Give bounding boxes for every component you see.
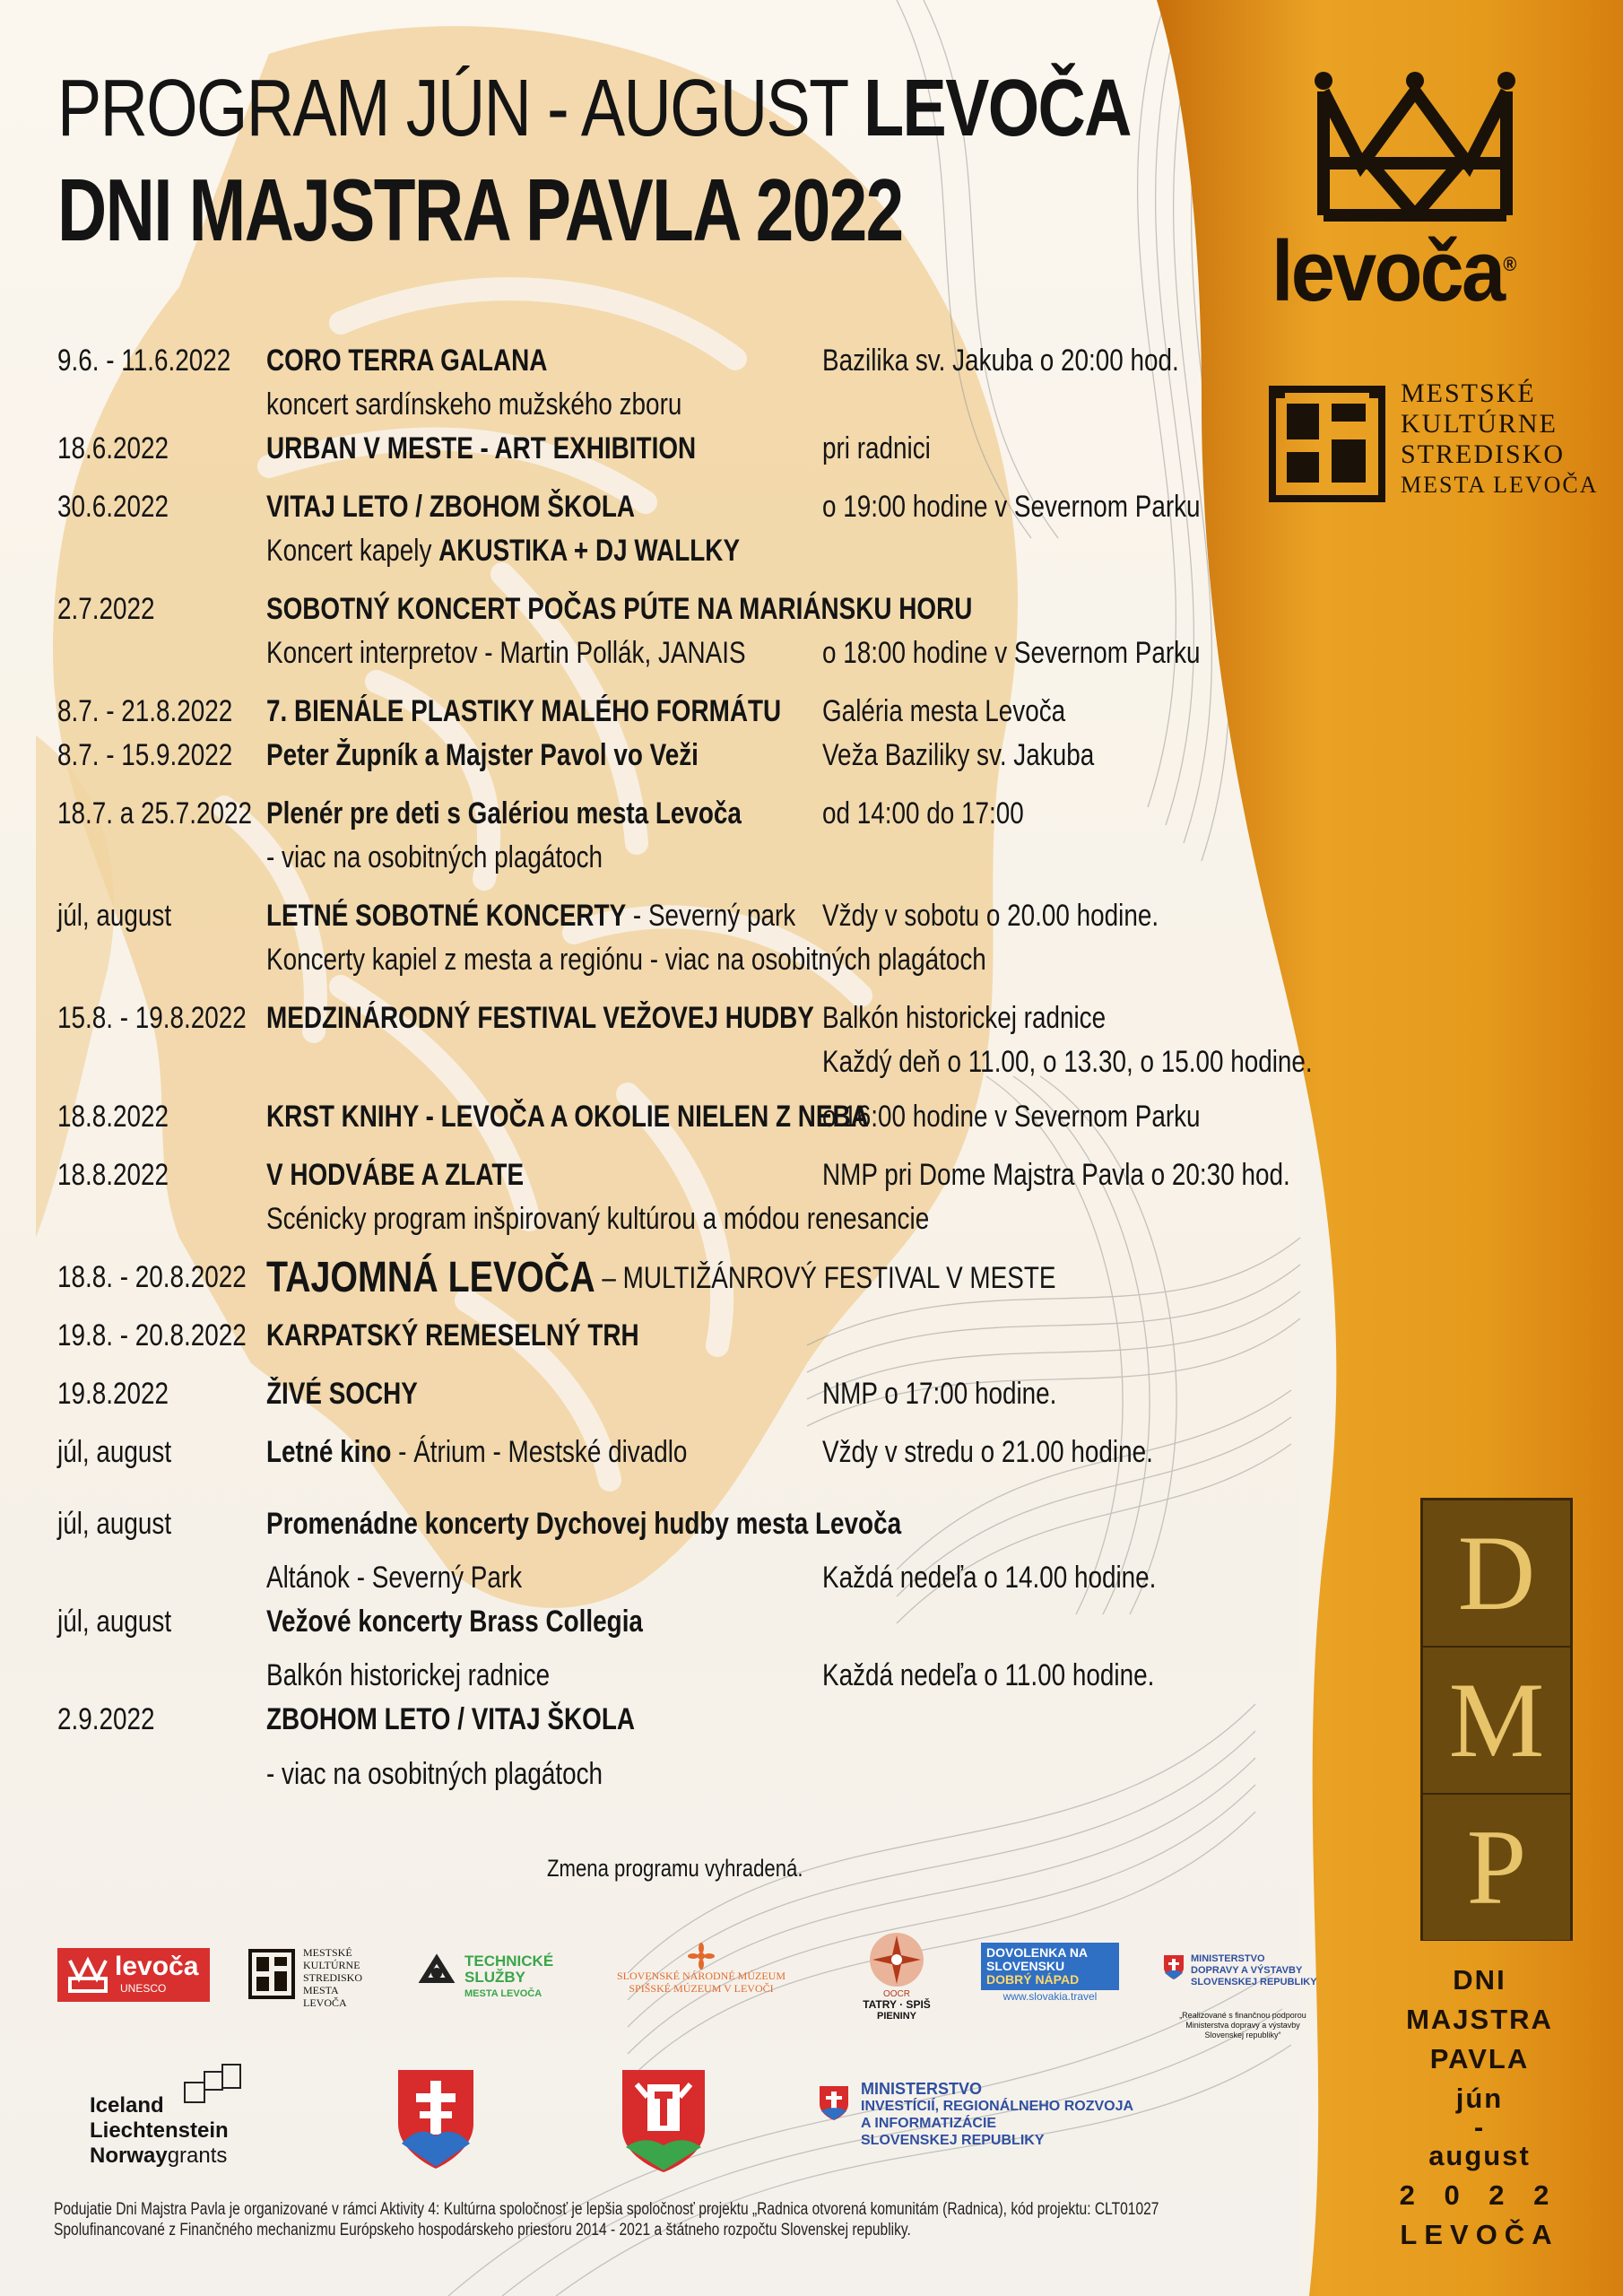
program-event xyxy=(266,690,781,734)
program-event xyxy=(266,339,547,383)
dmp-side-text: DNI MAJSTRA PAVLA jún - august 2 0 2 2 LEVOČA xyxy=(1399,1964,1560,2250)
program-row xyxy=(57,485,1241,529)
program-event xyxy=(266,1654,550,1698)
footer-text: Podujatie Dni Majstra Pavla je organizované v rámci Aktivity 4: Kultúrna spoločnosť je lepšia spoločnosť projektu „Radnica otvorená komunitám (Radnica), kód projektu: CLT01027 Spolufinancované z Finančného mechanizmu Európskeho hospodárskeho priestoru 2014 - 2021 a štátneho rozpočtu Slovenskej republiky. xyxy=(54,2200,1159,2239)
program-row xyxy=(57,1095,1241,1153)
program-location: NMP o 17:00 hodine. xyxy=(822,1377,1057,1411)
program-row xyxy=(57,1256,1241,1314)
program-location: od 14:00 do 17:00 xyxy=(822,796,1024,831)
levoca-unesco-logo: levoča UNESCO xyxy=(57,1948,210,2002)
crown-icon xyxy=(1307,65,1523,226)
levoca-town-coat-of-arms xyxy=(619,2066,708,2174)
program-event xyxy=(266,734,699,778)
crown-icon xyxy=(66,1955,109,1995)
program-row xyxy=(57,631,1241,690)
program-location: Vždy v sobotu o 20.00 hodine. xyxy=(822,899,1159,933)
dmp-letter-d: D xyxy=(1423,1500,1570,1648)
program-row xyxy=(57,1502,1241,1556)
program-event xyxy=(266,485,635,529)
tatry-spis-pieniny-logo: OOCR TATRY · SPIŠ PIENINY xyxy=(852,1930,942,2025)
star-flower-icon xyxy=(867,1930,926,1989)
program-location: o 16:00 hodine v Severnom Parku xyxy=(822,1100,1201,1134)
mks-text: MESTSKÉ KULTÚRNE STREDISKO MESTA LEVOČA xyxy=(1401,378,1599,498)
program-event xyxy=(266,996,814,1040)
program-location: Balkón historickej radnice xyxy=(822,1001,1107,1035)
program-date: júl, august xyxy=(57,1605,172,1639)
program-event-title: ŽIVÉ SOCHY xyxy=(266,1377,418,1411)
program-date: 15.8. - 19.8.2022 xyxy=(57,1001,247,1035)
program-row xyxy=(57,427,1241,485)
program-event-title: ZBOHOM LETO / VITAJ ŠKOLA xyxy=(266,1702,635,1736)
program-event-title: URBAN V MESTE - ART EXHIBITION xyxy=(266,431,697,465)
program-event-detail-bold: AKUSTIKA + DJ WALLKY xyxy=(438,534,741,568)
program-event xyxy=(266,1256,1055,1300)
mks-logo-icon xyxy=(1269,386,1385,502)
program-row xyxy=(57,587,1241,631)
program-row xyxy=(57,1556,1241,1600)
program-event xyxy=(266,1556,522,1600)
program-event-detail: - viac na osobitných plagátoch xyxy=(266,1757,603,1791)
program-date: 8.7. - 21.8.2022 xyxy=(57,694,233,728)
program-event-title: Plenér pre deti s Galériou mesta Levoča xyxy=(266,796,742,831)
program-location: Bazilika sv. Jakuba o 20:00 hod. xyxy=(822,344,1179,378)
program-location: Každý deň o 11.00, o 13.30, o 15.00 hodine. xyxy=(822,1045,1313,1079)
program-event-title: SOBOTNÝ KONCERT POČAS PÚTE NA MARIÁNSKU HORU xyxy=(266,592,973,626)
program-event-detail: - Severný park xyxy=(626,899,796,933)
program-row xyxy=(57,894,1241,938)
program-date: 18.8.2022 xyxy=(57,1158,169,1192)
program-event-title: CORO TERRA GALANA xyxy=(266,344,548,378)
program-event xyxy=(266,1153,524,1197)
norway-grants-logo: Iceland Liechtenstein Norwaygrants xyxy=(90,2063,260,2161)
program-event-detail: – MULTIŽÁNROVÝ FESTIVAL V MESTE xyxy=(595,1261,1056,1295)
snm-logo: SLOVENSKÉ NÁRODNÉ MÚZEUM SPIŠSKÉ MÚZEUM V LEVOČI xyxy=(594,1943,809,2005)
program-row xyxy=(57,938,1241,996)
program-date: 8.7. - 15.9.2022 xyxy=(57,738,233,772)
program-date: 18.6.2022 xyxy=(57,431,169,465)
program-event xyxy=(266,1372,418,1416)
grants-squares-icon xyxy=(183,2063,246,2108)
slovakia-coat-of-arms xyxy=(395,2066,477,2170)
program-location: Každá nedeľa o 11.00 hodine. xyxy=(822,1658,1155,1692)
program-event-detail: Scénicky program inšpirovaný kultúrou a módou renesancie xyxy=(266,1202,930,1236)
program-row xyxy=(57,1431,1241,1502)
program-location: Veža Baziliky sv. Jakuba xyxy=(822,738,1095,772)
brand-levoca: levoča® xyxy=(1271,223,1515,319)
program-row xyxy=(57,1654,1241,1698)
program-date: 19.8.2022 xyxy=(57,1377,169,1411)
program-event-title: Peter Župník a Majster Pavol vo Veži xyxy=(266,738,699,772)
page-title-line2: DNI MAJSTRA PAVLA 2022 xyxy=(57,161,903,259)
program-row xyxy=(57,690,1241,734)
slovakia-travel-logo: DOVOLENKA NA SLOVENSKU DOBRÝ NÁPAD www.slovakia.travel xyxy=(981,1943,1119,2011)
program-event xyxy=(266,587,972,631)
program-note: Zmena programu vyhradená. xyxy=(547,1855,803,1882)
program-event xyxy=(266,1314,639,1358)
program-location: NMP pri Dome Majstra Pavla o 20:30 hod. xyxy=(822,1158,1290,1192)
program-event xyxy=(266,1095,869,1139)
program-event xyxy=(266,938,986,982)
dmp-letter-m: M xyxy=(1423,1648,1570,1795)
program-row xyxy=(57,339,1241,383)
program-row xyxy=(57,383,1241,427)
program-row xyxy=(57,1698,1241,1752)
program-row xyxy=(57,1600,1241,1654)
program-event-title: Promenádne koncerty Dychovej hudby mesta Levoča xyxy=(266,1507,902,1541)
program-event xyxy=(266,1752,603,1796)
program-event xyxy=(266,1502,901,1546)
program-date: 30.6.2022 xyxy=(57,490,169,524)
program-row xyxy=(57,1752,1241,1796)
program-event-detail: Koncert interpretov - Martin Pollák, JANAIS xyxy=(266,636,746,670)
program-event xyxy=(266,529,740,573)
program-row xyxy=(57,734,1241,792)
program-date: 18.8.2022 xyxy=(57,1100,169,1134)
slovak-coat-of-arms-icon xyxy=(1162,1953,1185,1980)
program-location: pri radnici xyxy=(822,431,931,465)
program-event xyxy=(266,792,742,836)
program-event xyxy=(266,836,603,880)
program-row xyxy=(57,792,1241,836)
program-event xyxy=(266,631,746,675)
program-event xyxy=(266,1431,687,1474)
slovak-coat-of-arms-icon xyxy=(818,2084,850,2122)
program-date: 18.8. - 20.8.2022 xyxy=(57,1260,247,1294)
program-event-title: Vežové koncerty Brass Collegia xyxy=(266,1605,643,1639)
program-event-title: Letné kino xyxy=(266,1435,392,1469)
program-row xyxy=(57,996,1241,1040)
mks-small-logo: MESTSKÉ KULTÚRNE STREDISKO MESTA LEVOČA xyxy=(247,1946,382,2004)
program-event xyxy=(266,1698,635,1742)
program-event-title: KRST KNIHY - LEVOČA A OKOLIE NIELEN Z NEBA xyxy=(266,1100,869,1134)
program-row xyxy=(57,1153,1290,1197)
dmp-emblem xyxy=(1420,1498,1573,1941)
program-date: júl, august xyxy=(57,1507,172,1541)
program-event xyxy=(266,1600,643,1644)
program-date: 18.7. a 25.7.2022 xyxy=(57,796,253,831)
program-date: júl, august xyxy=(57,1435,172,1469)
program-row xyxy=(57,1040,1313,1095)
program-location: Vždy v stredu o 21.00 hodine. xyxy=(822,1435,1153,1469)
technicke-sluzby-logo: TECHNICKÉ SLUŽBY MESTA LEVOČA xyxy=(414,1952,576,2002)
museum-flower-icon xyxy=(688,1943,715,1970)
program-event-title: MEDZINÁRODNÝ FESTIVAL VEŽOVEJ HUDBY xyxy=(266,1001,814,1035)
program-event-title: V HODVÁBE A ZLATE xyxy=(266,1158,525,1192)
program-location: Galéria mesta Levoča xyxy=(822,694,1066,728)
program-event xyxy=(266,1197,929,1241)
program-event-title: KARPATSKÝ REMESELNÝ TRH xyxy=(266,1318,639,1352)
program-date: 2.9.2022 xyxy=(57,1702,155,1736)
program-event-detail: koncert sardínskeho mužského zboru xyxy=(266,387,682,422)
mks-logo-icon xyxy=(247,1948,296,2000)
program-location: Každá nedeľa o 14.00 hodine. xyxy=(822,1561,1157,1595)
program-event-title: LETNÉ SOBOTNÉ KONCERTY xyxy=(266,899,627,933)
program-event-detail: - viac na osobitných plagátoch xyxy=(266,840,603,874)
program-event-title: VITAJ LETO / ZBOHOM ŠKOLA xyxy=(266,490,635,524)
program-event-detail: Balkón historickej radnice xyxy=(266,1658,551,1692)
program-location: o 19:00 hodine v Severnom Parku xyxy=(822,490,1201,524)
program-event xyxy=(266,427,696,471)
program-event xyxy=(266,383,681,427)
program-event xyxy=(266,894,795,938)
program-event-detail: Koncerty kapiel z mesta a regiónu - viac na osobitných plagátoch xyxy=(266,943,986,977)
ministerstvo-investicii-logo: MINISTERSTVO INVESTÍCIÍ, REGIONÁLNEHO ROZVOJA A INFORMATIZÁCIE SLOVENSKEJ REPUBLIKY xyxy=(818,2081,1141,2152)
program-location: o 18:00 hodine v Severnom Parku xyxy=(822,636,1201,670)
program-row xyxy=(57,1314,1241,1372)
program-event-title: 7. BIENÁLE PLASTIKY MALÉHO FORMÁTU xyxy=(266,694,782,728)
recycle-icon xyxy=(414,1953,459,1998)
program-row xyxy=(57,529,1241,587)
program-event-detail: Altánok - Severný Park xyxy=(266,1561,523,1595)
program-row xyxy=(57,1197,1241,1256)
program-date: júl, august xyxy=(57,899,172,933)
dmp-letter-p: P xyxy=(1423,1795,1570,1940)
program-event-title: TAJOMNÁ LEVOČA xyxy=(266,1254,595,1301)
page-title-line1: PROGRAM JÚN - AUGUST LEVOČA xyxy=(57,64,1131,153)
program-list xyxy=(57,339,1313,1796)
program-date: 19.8. - 20.8.2022 xyxy=(57,1318,247,1352)
program-row xyxy=(57,836,1241,894)
program-date: 2.7.2022 xyxy=(57,592,155,626)
program-event-detail: Koncert kapely xyxy=(266,534,439,568)
program-event-detail: - Átrium - Mestské divadlo xyxy=(391,1435,688,1469)
ministerstvo-dopravy-logo: MINISTERSTVO DOPRAVY A VÝSTAVBY SLOVENSKEJ REPUBLIKY „Realizované s finančnou podporou Ministerstva dopravy a výstavby Slovenskej republiky“ xyxy=(1162,1953,1320,2043)
program-date: 9.6. - 11.6.2022 xyxy=(57,344,231,378)
program-row xyxy=(57,1372,1241,1431)
